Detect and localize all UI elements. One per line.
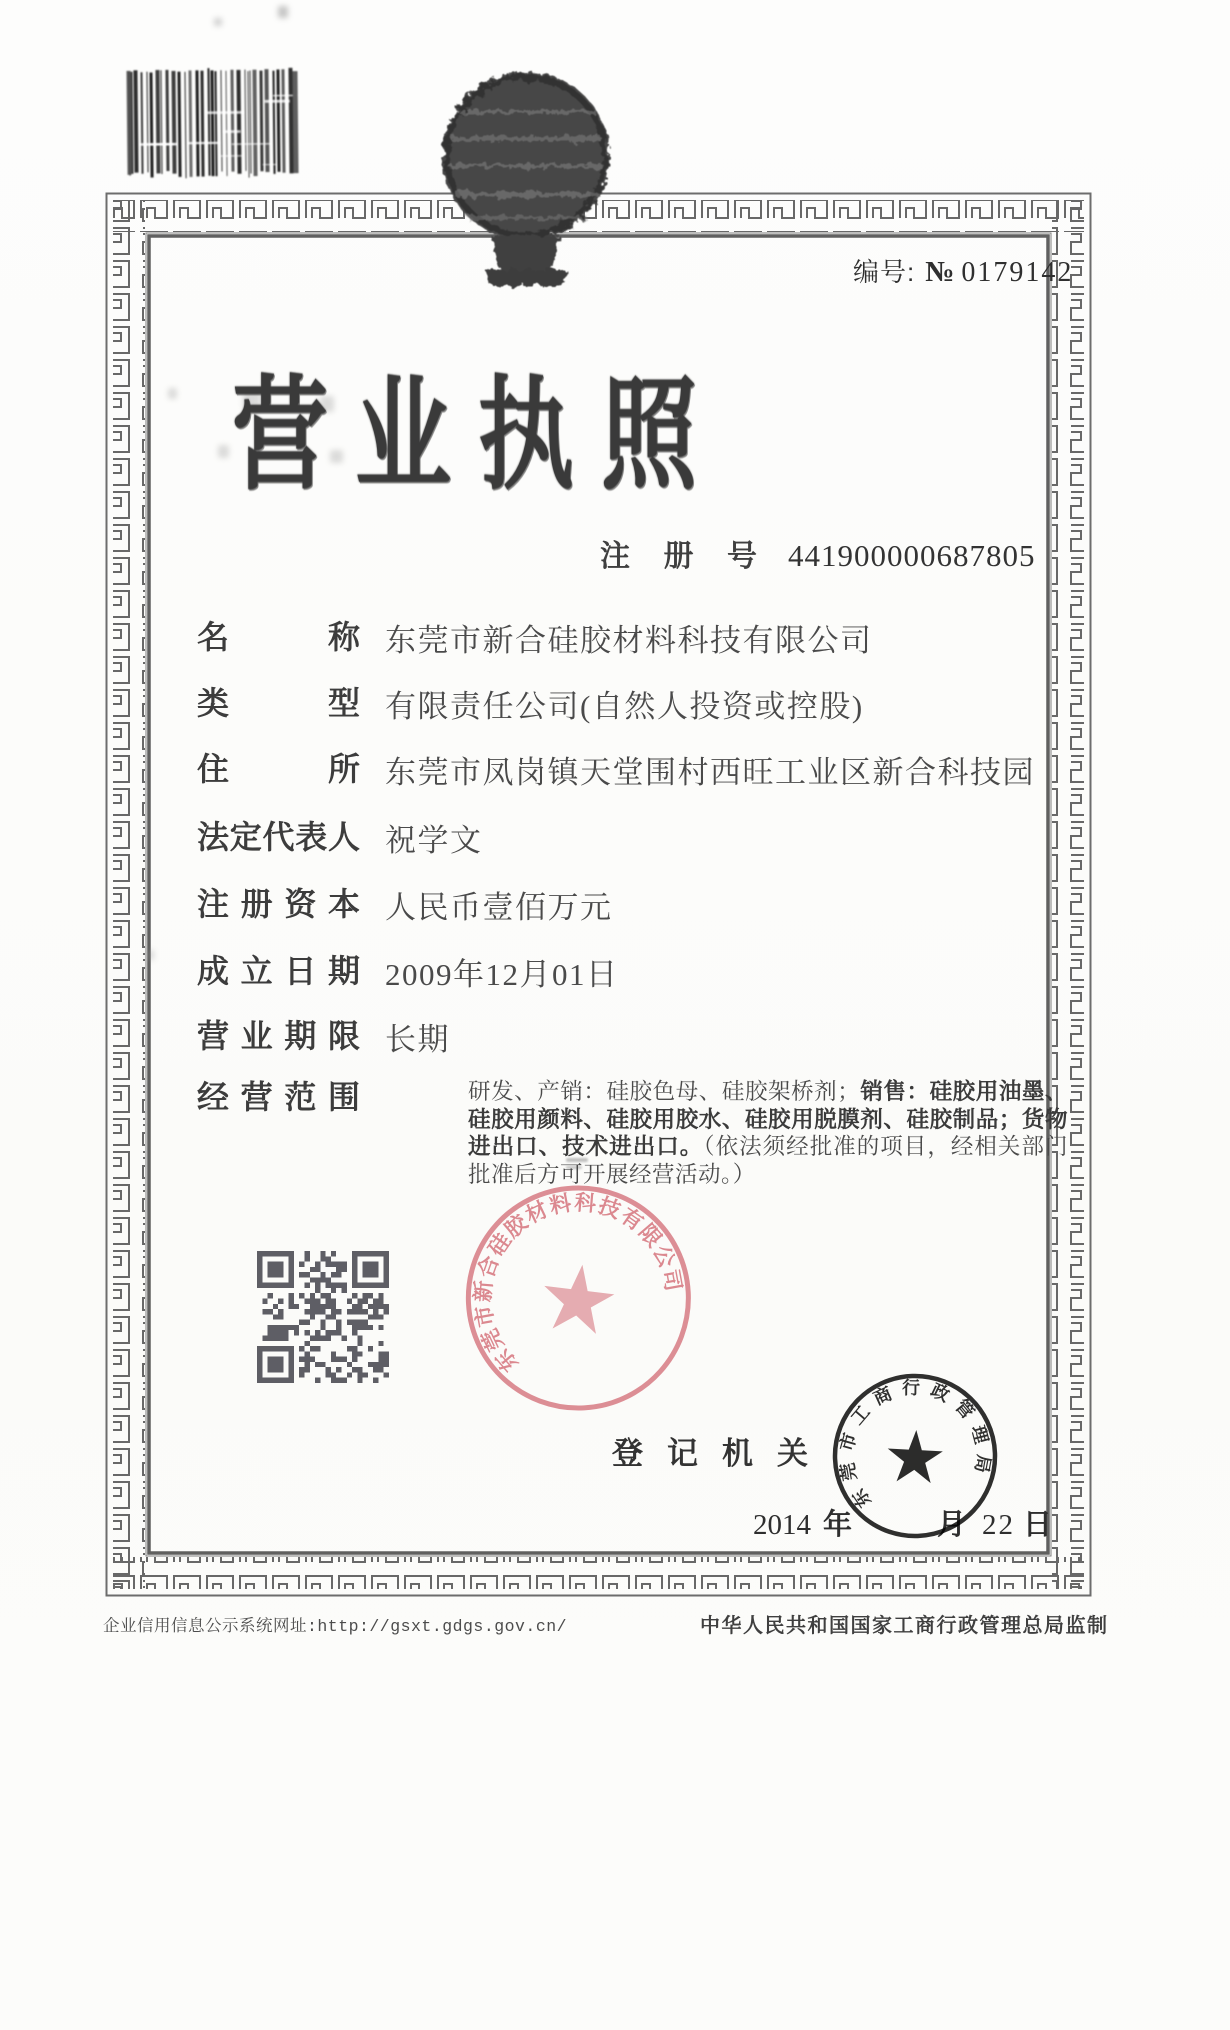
field-label: 法定代表人: [197, 819, 360, 855]
field-row-term: [197, 1011, 450, 1057]
field-row-established: [197, 946, 619, 992]
numero-symbol: №: [925, 256, 956, 288]
scan-artifact: [278, 6, 288, 18]
field-value: 人民币壹佰万元: [385, 890, 613, 925]
serial-number: 0179142: [961, 257, 1074, 288]
field-row-scope: [197, 1072, 1068, 1187]
date-year-unit: 年: [823, 1509, 853, 1541]
barcode: [126, 65, 299, 179]
field-row-capital: [197, 879, 613, 925]
registration-number-line: [600, 531, 1036, 575]
field-label: 营业期限: [197, 1018, 360, 1054]
date-day-unit: 日: [1023, 1509, 1053, 1541]
footer-public-info-url: 企业信用信息公示系统网址:http://gsxt.gdgs.gov.cn/: [103, 1617, 568, 1636]
scope-part3: （依法须经批准的项目，经相关部门批准后方可开展经营活动。）: [468, 1134, 1068, 1187]
document-title: 营业执照: [232, 367, 724, 505]
field-value: 祝学文: [385, 823, 483, 858]
field-row-type: [197, 678, 864, 724]
field-value: 2009年12月01日: [385, 957, 619, 992]
scan-artifact: [168, 388, 177, 399]
scan-artifact: [218, 445, 229, 458]
scope-part2: 销售：硅胶用油墨、硅胶用颜料、硅胶用胶水、硅胶用脱膜剂、硅胶制品；货物进出口、技术进出口。: [468, 1079, 1068, 1159]
field-value: 有限责任公司(自然人投资或控股): [385, 689, 864, 724]
field-label: 名称: [197, 619, 360, 655]
field-row-name: [197, 612, 873, 658]
scan-artifact: [214, 18, 222, 26]
date-day: 22: [982, 1509, 1016, 1541]
date-year: 2014: [753, 1509, 811, 1541]
field-label: 住所: [197, 751, 360, 787]
scope-part1: 研发、产销：硅胶色母、硅胶架桥剂；: [468, 1079, 861, 1104]
business-scope-text: [468, 1078, 1068, 1188]
field-label: 成立日期: [197, 953, 360, 989]
registration-label: 注 册 号: [600, 540, 770, 573]
registration-number: 441900000687805: [788, 538, 1036, 573]
field-label: 经营范围: [197, 1079, 360, 1115]
footer-issuing-authority: 中华人民共和国国家工商行政管理总局监制: [700, 1615, 1109, 1637]
field-value: 长期: [385, 1022, 450, 1057]
field-label: 注册资本: [197, 886, 360, 922]
field-row-address: [197, 744, 1035, 790]
serial-number-line: [853, 252, 1073, 289]
qr-code: [257, 1251, 389, 1388]
field-value: 东莞市新合硅胶材料科技有限公司: [385, 623, 873, 658]
field-label: 类型: [197, 685, 360, 721]
national-emblem-icon: [441, 64, 611, 301]
registry-authority-label: 登记机关: [612, 1436, 832, 1471]
registry-seal-text: 东莞市工商行政管理局: [835, 1377, 995, 1512]
company-seal-star-icon: ★: [530, 1244, 626, 1356]
field-row-legal-rep: [197, 812, 483, 858]
company-seal-text: 东莞市新合硅胶材料科技有限公司: [470, 1190, 686, 1377]
company-seal-stamp: [441, 1164, 715, 1438]
scan-artifact: [147, 950, 154, 960]
date-month-unit: 月: [937, 1509, 967, 1541]
serial-label: 编号:: [853, 257, 916, 287]
registry-seal-star-icon: ★: [880, 1416, 950, 1500]
field-value: 东莞市凤岗镇天堂围村西旺工业区新合科技园: [385, 755, 1035, 790]
registry-seal-stamp: [817, 1358, 1012, 1553]
